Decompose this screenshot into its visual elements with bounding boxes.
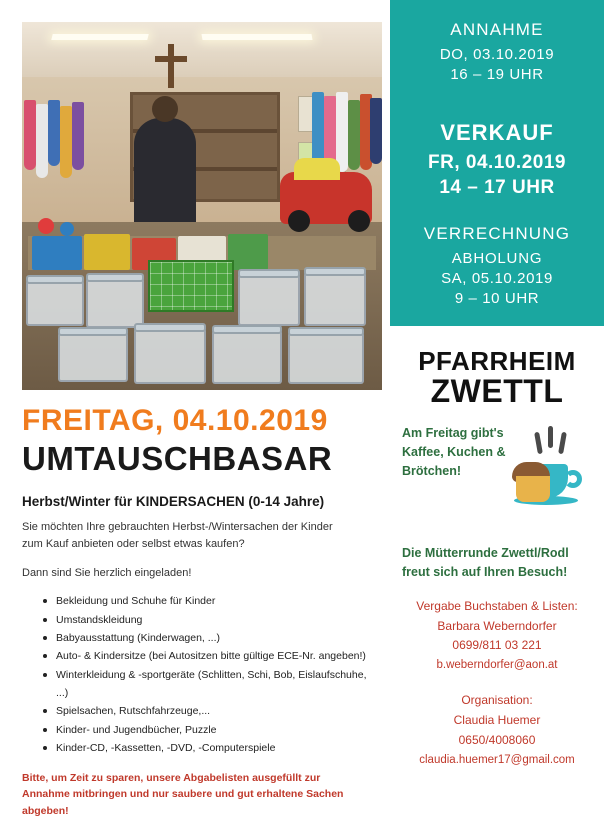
steam-icon	[548, 426, 553, 448]
storage-bin	[58, 332, 128, 382]
storage-bin	[134, 328, 206, 384]
storage-bin	[304, 272, 366, 326]
schedule-heading-verrechnung: VERRECHNUNG	[423, 224, 571, 243]
hanging-garment	[24, 100, 36, 170]
lists-name: Barbara Weberndorfer	[437, 618, 557, 633]
schedule-date-annahme: DO, 03.10.2019	[439, 46, 555, 63]
list-item: Auto- & Kindersitze (bei Autositzen bitte gültige ECE-Nr. angeben!)	[56, 647, 378, 665]
accepted-items-list	[22, 592, 378, 757]
storage-bin	[212, 330, 282, 384]
schedule-heading-verkauf: VERKAUF	[440, 120, 554, 145]
bin-lid	[212, 325, 282, 334]
bin-lid	[86, 273, 144, 282]
toy-box	[32, 236, 82, 270]
event-date-headline: FREITAG, 04.10.2019	[22, 404, 328, 437]
venue-line-2: ZWETTL	[430, 373, 564, 409]
hanging-garment	[336, 92, 348, 172]
hanging-garment	[370, 98, 382, 164]
wall-cross-icon	[168, 44, 174, 88]
list-item: Kinder- und Jugendbücher, Puzzle	[56, 721, 378, 739]
invitation-text: Dann sind Sie herzlich eingeladen!	[22, 567, 192, 580]
org-phone[interactable]: 0650/4008060	[458, 732, 536, 747]
hanging-garment	[48, 100, 60, 166]
page-title: UMTAUSCHBASAR	[22, 440, 333, 477]
ceiling-light	[51, 34, 148, 40]
lists-email[interactable]: b.weberndorfer@aon.at	[436, 659, 558, 672]
org-email[interactable]: claudia.huemer17@gmail.com	[419, 753, 575, 766]
footnote-text: Bitte, um Zeit zu sparen, unsere Abgabelisten ausgefüllt zur Annahme mitbringen und nur saubere und gut erhaltene Sachen abgeben!	[22, 771, 344, 818]
bin-lid	[134, 323, 206, 332]
contact-block	[398, 597, 596, 770]
storage-bin	[26, 280, 84, 326]
spacer	[398, 86, 596, 102]
ceiling-light	[201, 34, 312, 40]
steam-icon	[534, 432, 543, 455]
cafe-block	[402, 424, 594, 534]
hanging-garment	[348, 100, 360, 170]
lists-phone[interactable]: 0699/811 03 221	[452, 638, 542, 653]
storage-bin	[238, 274, 300, 326]
shop-photo	[22, 22, 382, 390]
org-name: Claudia Huemer	[453, 712, 541, 727]
spacer	[398, 675, 596, 687]
hanging-garment	[60, 106, 72, 178]
toy-box	[84, 234, 130, 270]
schedule-panel	[390, 0, 604, 326]
toy-car-wheel	[348, 210, 370, 232]
steam-icon	[558, 432, 567, 455]
schedule-time-verkauf: 14 – 17 UHR	[439, 177, 555, 198]
bin-lid	[58, 327, 128, 336]
schedule-date-verkauf: FR, 04.10.2019	[428, 152, 566, 173]
toy-car-wheel	[288, 210, 310, 232]
list-item: Winterkleidung & -sportgeräte (Schlitten, Schi, Bob, Eislaufschuhe, ...)	[56, 666, 378, 703]
bin-lid	[304, 267, 366, 276]
list-item: Babyausstattung (Kinderwagen, ...)	[56, 629, 378, 647]
photo-ceiling	[22, 22, 382, 84]
venue-block	[390, 346, 604, 410]
bin-lid	[288, 327, 364, 336]
cafe-illustration	[514, 424, 594, 520]
schedule-time-annahme: 16 – 19 UHR	[450, 66, 544, 83]
venue-line-1: PFARRHEIM	[418, 346, 576, 376]
schedule-time-verrechnung: 9 – 10 UHR	[454, 290, 540, 307]
storage-bin	[288, 332, 364, 384]
hanging-garment	[36, 104, 48, 178]
hanging-garment	[72, 102, 84, 170]
event-subtitle: Herbst/Winter für KINDERSACHEN (0-14 Jahre)	[22, 494, 325, 509]
list-item: Kinder-CD, -Kassetten, -DVD, -Computerspiele	[56, 739, 378, 757]
schedule-date-verrechnung: SA, 05.10.2019	[441, 270, 553, 287]
toy-box	[228, 234, 268, 270]
lists-label: Vergabe Buchstaben & Listen:	[416, 598, 578, 613]
toy-ball	[38, 218, 54, 234]
bin-lid	[238, 269, 300, 278]
muffin-base-icon	[516, 476, 550, 502]
cafe-text: Am Freitag gibt's Kaffee, Kuchen & Brötchen!	[402, 426, 506, 478]
intro-text: Sie möchten Ihre gebrauchten Herbst-/Wintersachen der Kinder zum Kauf anbieten oder selbst etwas kaufen?	[22, 521, 333, 551]
schedule-heading-annahme: ANNAHME	[450, 20, 544, 39]
right-column	[390, 0, 604, 766]
list-item: Umstandskleidung	[56, 611, 378, 629]
green-crate	[148, 260, 234, 312]
spacer	[398, 202, 596, 218]
org-label: Organisation:	[461, 693, 533, 708]
list-item: Bekleidung und Schuhe für Kinder	[56, 592, 378, 610]
storage-bin	[86, 278, 144, 328]
group-text: Die Mütterrunde Zwettl/Rodl freut sich auf Ihren Besuch!	[402, 546, 569, 580]
schedule-subheading-abholung: ABHOLUNG	[451, 250, 543, 267]
list-item: Spielsachen, Rutschfahrzeuge,...	[56, 702, 378, 720]
toy-ball	[60, 222, 74, 236]
bin-lid	[26, 275, 84, 284]
